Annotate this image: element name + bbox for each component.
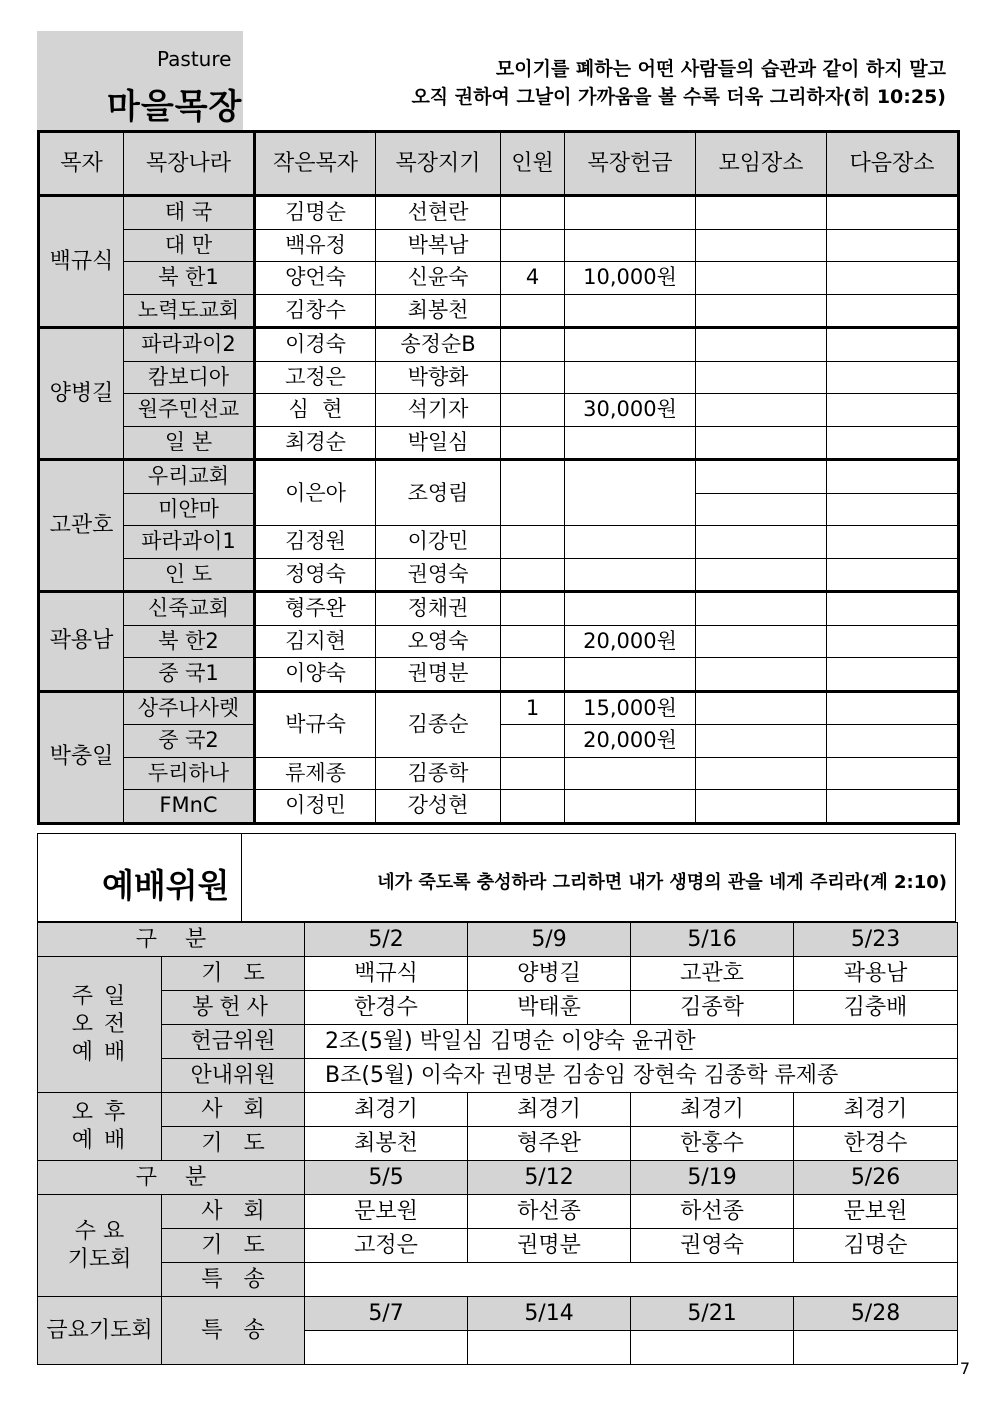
table-row <box>38 1263 958 1297</box>
small-pastor: 정영숙 <box>255 558 376 592</box>
worship-header <box>37 833 956 922</box>
count <box>501 725 565 758</box>
count: 1 <box>501 691 565 725</box>
prayer-cell: 곽용남 <box>794 957 958 991</box>
pastor-name: 고관호 <box>39 460 124 592</box>
special-song-cell <box>468 1331 631 1365</box>
prayer-label: 기 도 <box>162 1229 305 1263</box>
table-row <box>39 361 959 394</box>
table-row <box>39 526 959 559</box>
small-pastor: 김지현 <box>255 625 376 658</box>
village-name: 상주나사렛 <box>124 691 255 725</box>
small-pastor: 류제종 <box>255 757 376 790</box>
offering <box>565 757 696 790</box>
meeting-place <box>696 790 827 824</box>
offering: 20,000원 <box>565 625 696 658</box>
prayer-cell: 백규식 <box>305 957 468 991</box>
worship-title: 예배위원 <box>102 866 230 905</box>
sunday-service-label: 주 일 오 전 예 배 <box>38 957 162 1093</box>
table-row <box>38 957 958 991</box>
offering <box>565 196 696 230</box>
village-name: 노력도교회 <box>124 294 255 328</box>
table-row <box>38 1093 958 1127</box>
small-pastor: 이은아 <box>255 460 376 526</box>
count <box>501 592 565 626</box>
keeper: 박일심 <box>376 426 501 460</box>
pasture-table <box>37 130 960 825</box>
count <box>501 757 565 790</box>
date-cell: 5/16 <box>631 923 794 957</box>
prayer-cell: 한경수 <box>794 1127 958 1161</box>
next-place <box>827 625 959 658</box>
village-name: 캄보디아 <box>124 361 255 394</box>
small-pastor: 이정민 <box>255 790 376 824</box>
host-cell: 문보원 <box>794 1195 958 1229</box>
offering <box>565 294 696 328</box>
pasture-header-row <box>39 132 959 196</box>
count <box>501 394 565 427</box>
worship-table <box>37 922 958 1365</box>
small-pastor: 이양숙 <box>255 658 376 692</box>
meeting-place <box>696 460 827 494</box>
village-name: 북 한2 <box>124 625 255 658</box>
table-row <box>39 625 959 658</box>
table-row <box>38 1195 958 1229</box>
offering: 20,000원 <box>565 725 696 758</box>
pasture-title: 마을목장 <box>107 87 243 127</box>
small-pastor: 이경숙 <box>255 328 376 362</box>
offerer-label: 봉헌사 <box>162 991 305 1025</box>
small-pastor: 김창수 <box>255 294 376 328</box>
village-name: 인 도 <box>124 558 255 592</box>
page-number: 7 <box>959 1359 970 1378</box>
next-place <box>827 294 959 328</box>
village-name: 중 국2 <box>124 725 255 758</box>
keeper: 오영숙 <box>376 625 501 658</box>
next-place <box>827 394 959 427</box>
offering-committee: 2조(5월) 박일심 김명순 이양숙 윤귀한 <box>305 1025 958 1059</box>
keeper: 석기자 <box>376 394 501 427</box>
meeting-place <box>696 558 827 592</box>
offering <box>565 229 696 262</box>
meeting-place <box>696 294 827 328</box>
count: 4 <box>501 262 565 295</box>
table-row <box>39 229 959 262</box>
count <box>501 294 565 328</box>
prayer-label: 기 도 <box>162 1127 305 1161</box>
prayer-cell: 한홍수 <box>631 1127 794 1161</box>
friday-service-label: 금요기도회 <box>38 1297 162 1365</box>
table-row <box>39 757 959 790</box>
meeting-place <box>696 196 827 230</box>
prayer-cell: 김명순 <box>794 1229 958 1263</box>
col-header: 목장나라 <box>124 132 255 196</box>
meeting-place <box>696 625 827 658</box>
col-header: 작은목자 <box>255 132 376 196</box>
offering <box>565 361 696 394</box>
offerer-cell: 김충배 <box>794 991 958 1025</box>
keeper: 이강민 <box>376 526 501 559</box>
next-place <box>827 426 959 460</box>
village-name: 파라과이1 <box>124 526 255 559</box>
next-place <box>827 658 959 692</box>
meeting-place <box>696 229 827 262</box>
next-place <box>827 558 959 592</box>
table-row <box>39 394 959 427</box>
date-cell: 5/21 <box>631 1297 794 1331</box>
next-place <box>827 526 959 559</box>
special-song-cell <box>305 1263 958 1297</box>
next-place <box>827 229 959 262</box>
next-place <box>827 460 959 494</box>
next-place <box>827 691 959 725</box>
next-place <box>827 592 959 626</box>
prayer-cell: 형주완 <box>468 1127 631 1161</box>
meeting-place <box>696 526 827 559</box>
small-pastor: 백유정 <box>255 229 376 262</box>
date-row <box>38 1161 958 1195</box>
keeper: 김종순 <box>376 691 501 757</box>
count <box>501 526 565 559</box>
village-name: 대 만 <box>124 229 255 262</box>
village-name: 원주민선교 <box>124 394 255 427</box>
offering: 10,000원 <box>565 262 696 295</box>
village-name: 태 국 <box>124 196 255 230</box>
meeting-place <box>696 658 827 692</box>
pasture-title-box <box>37 31 243 130</box>
village-name: 미얀마 <box>124 493 255 526</box>
date-cell: 5/12 <box>468 1161 631 1195</box>
afternoon-service-label: 오 후 예 배 <box>38 1093 162 1161</box>
meeting-place <box>696 394 827 427</box>
offerer-cell: 김종학 <box>631 991 794 1025</box>
count <box>501 790 565 824</box>
keeper: 권명분 <box>376 658 501 692</box>
table-row <box>39 790 959 824</box>
keeper: 조영림 <box>376 460 501 526</box>
offerer-cell: 박태훈 <box>468 991 631 1025</box>
keeper: 박복남 <box>376 229 501 262</box>
prayer-label: 기 도 <box>162 957 305 991</box>
date-row <box>38 923 958 957</box>
meeting-place <box>696 361 827 394</box>
gubun-label: 구 분 <box>38 923 305 957</box>
host-label: 사 회 <box>162 1093 305 1127</box>
meeting-place <box>696 493 827 526</box>
next-place <box>827 493 959 526</box>
verse-line-2: 오직 권하여 그날이 가까움을 볼 수록 더욱 그리하자(히 10:25) <box>411 86 946 108</box>
offering <box>565 790 696 824</box>
keeper: 정채권 <box>376 592 501 626</box>
table-row <box>39 262 959 295</box>
next-place <box>827 757 959 790</box>
date-cell: 5/5 <box>305 1161 468 1195</box>
meeting-place <box>696 691 827 725</box>
next-place <box>827 328 959 362</box>
table-row <box>39 328 959 362</box>
verse-line-1: 모이기를 폐하는 어떤 사람들의 습관과 같이 하지 말고 <box>495 58 946 80</box>
pasture-header <box>37 31 956 130</box>
host-label: 사 회 <box>162 1195 305 1229</box>
village-name: FMnC <box>124 790 255 824</box>
meeting-place <box>696 725 827 758</box>
special-song-label: 특 송 <box>162 1263 305 1297</box>
date-cell: 5/23 <box>794 923 958 957</box>
prayer-cell: 양병길 <box>468 957 631 991</box>
village-name: 일 본 <box>124 426 255 460</box>
host-cell: 최경기 <box>305 1093 468 1127</box>
table-row <box>39 460 959 494</box>
date-cell: 5/14 <box>468 1297 631 1331</box>
date-cell: 5/2 <box>305 923 468 957</box>
next-place <box>827 790 959 824</box>
village-name: 신죽교회 <box>124 592 255 626</box>
keeper: 김종학 <box>376 757 501 790</box>
keeper: 권영숙 <box>376 558 501 592</box>
small-pastor: 김정원 <box>255 526 376 559</box>
count <box>501 460 565 526</box>
offerer-cell: 한경수 <box>305 991 468 1025</box>
offering <box>565 328 696 362</box>
host-cell: 최경기 <box>794 1093 958 1127</box>
host-cell: 하선종 <box>631 1195 794 1229</box>
host-cell: 최경기 <box>631 1093 794 1127</box>
host-cell: 문보원 <box>305 1195 468 1229</box>
next-place <box>827 262 959 295</box>
usher-label: 안내위원 <box>162 1059 305 1093</box>
meeting-place <box>696 592 827 626</box>
offering <box>565 658 696 692</box>
special-song-cell <box>631 1331 794 1365</box>
village-name: 우리교회 <box>124 460 255 494</box>
wednesday-service-label: 수 요 기도회 <box>38 1195 162 1297</box>
pastor-name: 박충일 <box>39 691 124 823</box>
count <box>501 426 565 460</box>
table-row <box>39 691 959 725</box>
col-header: 목장헌금 <box>565 132 696 196</box>
table-row <box>39 592 959 626</box>
meeting-place <box>696 262 827 295</box>
pastor-name: 곽용남 <box>39 592 124 692</box>
village-name: 중 국1 <box>124 658 255 692</box>
table-row <box>38 1229 958 1263</box>
meeting-place <box>696 757 827 790</box>
table-row <box>38 1059 958 1093</box>
offering <box>565 592 696 626</box>
table-row <box>39 658 959 692</box>
count <box>501 625 565 658</box>
count <box>501 229 565 262</box>
village-name: 북 한1 <box>124 262 255 295</box>
keeper: 선현란 <box>376 196 501 230</box>
small-pastor: 심 현 <box>255 394 376 427</box>
special-song-cell <box>794 1331 958 1365</box>
date-cell: 5/7 <box>305 1297 468 1331</box>
pastor-name: 양병길 <box>39 328 124 460</box>
offering <box>565 526 696 559</box>
small-pastor: 고정은 <box>255 361 376 394</box>
prayer-cell: 최봉천 <box>305 1127 468 1161</box>
date-cell: 5/9 <box>468 923 631 957</box>
keeper: 신윤숙 <box>376 262 501 295</box>
small-pastor: 최경순 <box>255 426 376 460</box>
keeper: 박향화 <box>376 361 501 394</box>
host-cell: 하선종 <box>468 1195 631 1229</box>
pastor-name: 백규식 <box>39 196 124 328</box>
count <box>501 558 565 592</box>
pasture-subtitle: Pasture <box>157 47 232 71</box>
prayer-cell: 고정은 <box>305 1229 468 1263</box>
table-row <box>38 991 958 1025</box>
prayer-cell: 고관호 <box>631 957 794 991</box>
offering: 30,000원 <box>565 394 696 427</box>
count <box>501 658 565 692</box>
col-header: 목자 <box>39 132 124 196</box>
col-header: 인원 <box>501 132 565 196</box>
table-row <box>38 1025 958 1059</box>
small-pastor: 형주완 <box>255 592 376 626</box>
date-cell: 5/26 <box>794 1161 958 1195</box>
next-place <box>827 725 959 758</box>
offering <box>565 426 696 460</box>
small-pastor: 박규숙 <box>255 691 376 757</box>
offering-committee-label: 헌금위원 <box>162 1025 305 1059</box>
next-place <box>827 361 959 394</box>
prayer-cell: 권영숙 <box>631 1229 794 1263</box>
prayer-cell: 권명분 <box>468 1229 631 1263</box>
table-row <box>39 196 959 230</box>
village-name: 파라과이2 <box>124 328 255 362</box>
keeper: 강성현 <box>376 790 501 824</box>
date-cell: 5/19 <box>631 1161 794 1195</box>
worship-verse: 네가 죽도록 충성하라 그리하면 내가 생명의 관을 네게 주리라(계 2:10) <box>377 872 947 893</box>
offering: 15,000원 <box>565 691 696 725</box>
keeper: 송정순B <box>376 328 501 362</box>
date-cell: 5/28 <box>794 1297 958 1331</box>
usher-committee: B조(5월) 이숙자 권명분 김송임 장현숙 김종학 류제종 <box>305 1059 958 1093</box>
small-pastor: 양언숙 <box>255 262 376 295</box>
host-cell: 최경기 <box>468 1093 631 1127</box>
count <box>501 361 565 394</box>
col-header: 모임장소 <box>696 132 827 196</box>
village-name: 두리하나 <box>124 757 255 790</box>
count <box>501 196 565 230</box>
count <box>501 328 565 362</box>
special-song-cell <box>305 1331 468 1365</box>
col-header: 다음장소 <box>827 132 959 196</box>
keeper: 최봉천 <box>376 294 501 328</box>
offering <box>565 460 696 526</box>
table-row <box>39 558 959 592</box>
table-row <box>38 1297 958 1331</box>
meeting-place <box>696 426 827 460</box>
col-header: 목장지기 <box>376 132 501 196</box>
meeting-place <box>696 328 827 362</box>
table-row <box>39 426 959 460</box>
offering <box>565 558 696 592</box>
gubun-label: 구 분 <box>38 1161 305 1195</box>
next-place <box>827 196 959 230</box>
pasture-verse <box>411 55 946 111</box>
table-row <box>38 1127 958 1161</box>
table-row <box>39 294 959 328</box>
small-pastor: 김명순 <box>255 196 376 230</box>
special-song-label: 특 송 <box>162 1297 305 1365</box>
worship-title-box <box>38 834 242 921</box>
